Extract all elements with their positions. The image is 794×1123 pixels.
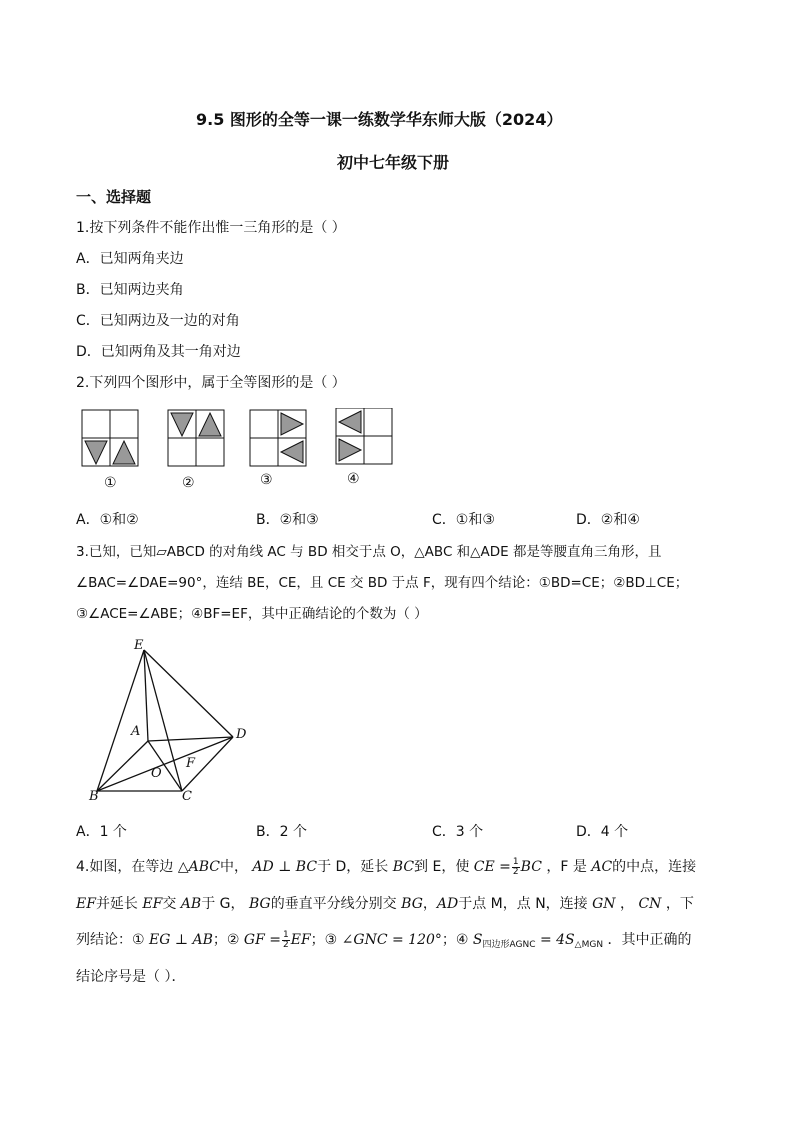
q2-figure-3 bbox=[250, 410, 306, 466]
q1-stem: 1.按下列条件不能作出惟一三角形的是（ ） bbox=[76, 220, 346, 236]
q4-math: AC bbox=[591, 859, 613, 875]
q4-text: ．其中正确的 bbox=[607, 932, 692, 948]
q4-math: ∠GNC = 120° bbox=[341, 932, 442, 948]
q4-subscript: 四边形AGNC bbox=[482, 940, 536, 950]
q4-fraction bbox=[512, 858, 520, 877]
q4-text: ，F 是 bbox=[546, 859, 587, 875]
q3-figure bbox=[80, 635, 260, 810]
q2-figure-label-3: ③ bbox=[260, 472, 273, 488]
q4-text: 于 D，延长 bbox=[317, 859, 389, 875]
q3-stem-line3: ③∠ACE=∠ABE；④BF=EF，其中正确结论的个数为（ ） bbox=[76, 606, 428, 622]
q4-math: = 4S bbox=[539, 932, 575, 948]
q1-option-d: D．已知两角及其一角对边 bbox=[76, 344, 241, 360]
q4-frac-den: 2 bbox=[282, 939, 289, 950]
q4-text: 于 G， bbox=[201, 896, 245, 912]
q2-figure-label-1: ① bbox=[104, 475, 117, 491]
q3-point-c: C bbox=[182, 789, 192, 804]
q1-option-c: C．已知两边及一边的对角 bbox=[76, 313, 240, 329]
q3-option-c: C．3 个 bbox=[432, 824, 484, 840]
q4-text: ， bbox=[620, 896, 635, 912]
q4-text: 中， bbox=[219, 859, 248, 875]
q3-point-b: B bbox=[89, 789, 99, 804]
q4-frac-num: 1 bbox=[512, 856, 519, 867]
q1-option-a: A．已知两角夹边 bbox=[76, 251, 184, 267]
q4-text: ；④ bbox=[441, 932, 469, 948]
q2-option-c: C．①和③ bbox=[432, 512, 495, 528]
q4-math: EF bbox=[76, 896, 96, 912]
q4-math: GF = bbox=[243, 932, 281, 948]
q4-text: 到 E，使 bbox=[414, 859, 470, 875]
q3-point-d: D bbox=[236, 727, 247, 742]
q4-math: AD ⊥ BC bbox=[252, 859, 318, 875]
q3-option-d: D．4 个 bbox=[576, 824, 629, 840]
q2-figure-label-4: ④ bbox=[347, 471, 360, 487]
q4-text: ， bbox=[422, 896, 437, 912]
q2-stem: 2.下列四个图形中，属于全等图形的是（ ） bbox=[76, 375, 346, 391]
q4-text: 4.如图，在等边 bbox=[76, 859, 174, 875]
q3-option-a: A．1 个 bbox=[76, 824, 127, 840]
q3-point-a: A bbox=[131, 724, 141, 739]
q3-point-e: E bbox=[134, 638, 144, 653]
q2-figure-1 bbox=[82, 410, 138, 466]
q4-stem-line2 bbox=[76, 893, 694, 913]
q4-text: 交 bbox=[162, 896, 177, 912]
q4-subscript: △MGN bbox=[574, 940, 604, 950]
q4-math: AD bbox=[436, 896, 459, 912]
q4-text: ；③ bbox=[310, 932, 338, 948]
q4-math: EF bbox=[142, 896, 163, 912]
q2-option-d: D．②和④ bbox=[576, 512, 640, 528]
page-subtitle: 初中七年级下册 bbox=[337, 153, 450, 172]
q4-math: AB bbox=[180, 896, 202, 912]
q2-figure-label-2: ② bbox=[182, 475, 195, 491]
q4-text: 于点 M，点 N，连接 bbox=[458, 896, 588, 912]
q3-point-o: O bbox=[151, 766, 162, 781]
q4-math: CE = bbox=[473, 859, 511, 875]
q4-math: EF bbox=[290, 932, 311, 948]
q4-math: BG bbox=[401, 896, 423, 912]
q2-figure-2 bbox=[168, 410, 224, 466]
q4-math: △ABC bbox=[177, 859, 220, 875]
q4-text: ，下 bbox=[665, 896, 694, 912]
q2-option-a: A．①和② bbox=[76, 512, 139, 528]
q4-stem-line3 bbox=[76, 929, 692, 950]
q4-fraction bbox=[282, 931, 290, 950]
q4-math: BC bbox=[520, 859, 542, 875]
q4-math: GN bbox=[592, 896, 616, 912]
section-heading: 一、选择题 bbox=[76, 188, 152, 206]
q4-math: S bbox=[472, 932, 483, 948]
q4-math: EG ⊥ AB bbox=[149, 932, 213, 948]
q4-math: BG bbox=[248, 896, 271, 912]
page-title: 9.5 图形的全等一课一练数学华东师大版（2024） bbox=[196, 110, 563, 129]
q4-frac-den: 2 bbox=[512, 866, 519, 877]
q1-option-b: B．已知两边夹角 bbox=[76, 282, 184, 298]
q4-text: 的垂直平分线分别交 bbox=[270, 896, 397, 912]
q4-text: 列结论：① bbox=[76, 932, 145, 948]
q4-text: 并延长 bbox=[95, 896, 138, 912]
q3-stem-line1: 3.已知，已知▱ABCD 的对角线 AC 与 BD 相交于点 O，△ABC 和△ADE 都是等腰直角三角形，且 bbox=[76, 544, 662, 560]
q3-option-b: B．2 个 bbox=[256, 824, 307, 840]
q4-text: 的中点，连接 bbox=[612, 859, 697, 875]
q3-stem-line2: ∠BAC=∠DAE=90°，连结 BE，CE，且 CE 交 BD 于点 F，现有四个结论：①BD=CE；②BD⊥CE； bbox=[76, 575, 689, 591]
q4-stem-line1 bbox=[76, 856, 696, 877]
q4-frac-num: 1 bbox=[282, 929, 289, 940]
q4-math: CN bbox=[638, 896, 662, 912]
q3-point-f: F bbox=[186, 756, 196, 771]
q2-figure-4 bbox=[336, 408, 392, 464]
q4-stem-line4: 结论序号是（ ）． bbox=[76, 969, 186, 985]
q2-option-b: B．②和③ bbox=[256, 512, 319, 528]
q4-math: BC bbox=[392, 859, 415, 875]
q4-text: ；② bbox=[212, 932, 240, 948]
